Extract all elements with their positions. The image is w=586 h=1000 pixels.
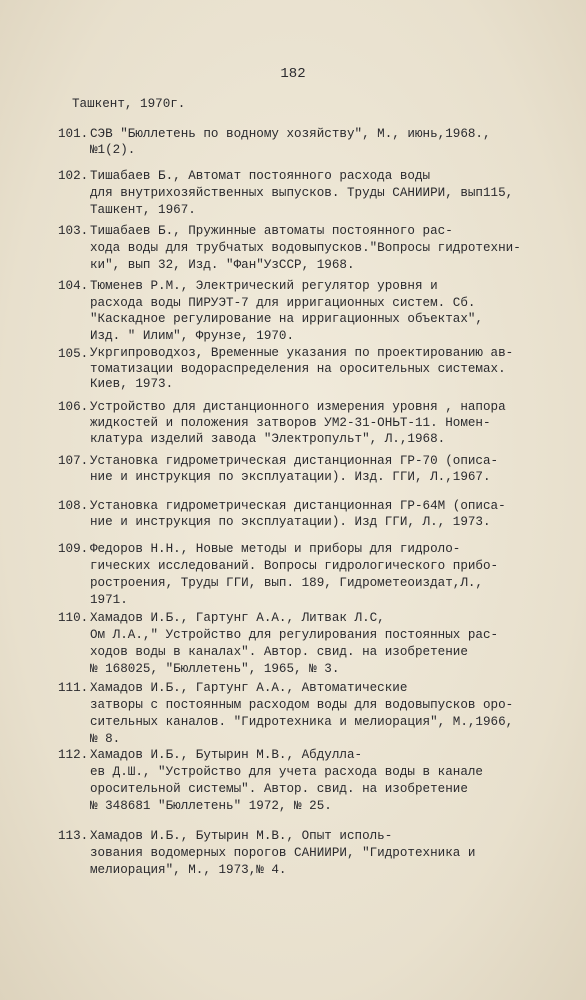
entry-line: Федоров Н.Н., Новые методы и приборы для гидроло- (90, 542, 461, 556)
entry-text (90, 541, 558, 609)
entry-line: № 168025, "Бюллетень", 1965, № 3. (90, 662, 340, 676)
entry-text (90, 126, 558, 158)
entry-line: "Каскадное регулирование на ирригационных объектах", (90, 312, 483, 326)
entry-line: ходов воды в каналах". Автор. свид. на изобретение (90, 645, 468, 659)
entry-line: № 348681 "Бюллетень" 1972, № 25. (90, 799, 332, 813)
entry-line: Укргипроводхоз, Временные указания по проектированию ав- (90, 346, 514, 360)
entry-number: 111. (58, 681, 89, 695)
entry-line: затворы с постоянным расходом воды для водовыпусков оро- (90, 698, 514, 712)
entry-line: мелиорация", М., 1973,№ 4. (90, 863, 287, 877)
entry-line: №1(2). (90, 143, 136, 157)
entry-number: 110. (58, 611, 89, 625)
entry-line: томатизации водораспределения на оросительных системах. (90, 361, 506, 376)
entry-line: сительных каналов. "Гидротехника и мелиорация", М.,1966, (90, 715, 514, 729)
entry-number: 102. (58, 169, 89, 183)
entry-line: Ом Л.А.," Устройство для регулирования постоянных рас- (90, 628, 499, 642)
entry-text (90, 168, 558, 219)
entry-line: зования водомерных порогов САНИИРИ, "Гидротехника и (90, 846, 476, 860)
entry-line: ние и инструкция по эксплуатации). Изд. ГГИ, Л.,1967. (90, 470, 491, 484)
entry-line: Киев, 1973. (90, 377, 174, 391)
entry-line: СЭВ "Бюллетень по водному хозяйству", М., июнь,1968., (90, 127, 491, 141)
entry-line: Тишабаев Б., Автомат постоянного расхода воды (90, 169, 431, 183)
entry-number: 112. (58, 748, 89, 762)
entry-line: Установка гидрометрическая дистанционная ГР-64М (описа- (90, 499, 506, 513)
entry-line: ев Д.Ш., "Устройство для учета расхода воды в канале (90, 765, 483, 779)
entry-number: 109. (58, 542, 89, 556)
entry-text (90, 346, 558, 393)
entry-number: 106. (58, 400, 89, 414)
entry-line: Изд. " Илим", Фрунзе, 1970. (90, 328, 295, 343)
entry-line: Тишабаев Б., Пружинные автоматы постоянного рас- (90, 224, 453, 238)
entry-line: Хамадов И.Б., Гартунг А.А., Автоматические (90, 681, 408, 695)
entry-line: расхода воды ПИРУЭТ-7 для ирригационных систем. Сб. (90, 295, 476, 310)
entry-line: ние и инструкция по эксплуатации). Изд ГГИ, Л., 1973. (90, 515, 491, 529)
entry-text (90, 828, 558, 879)
entry-text (90, 747, 558, 815)
entry-line: Ташкент, 1967. (90, 203, 196, 217)
entry-line: Установка гидрометрическая дистанционная ГР-70 (описа- (90, 454, 499, 468)
entry-line: № 8. (90, 732, 121, 746)
entry-number: 104. (58, 279, 89, 293)
entry-text (90, 399, 558, 447)
entry-line: 1971. (90, 593, 128, 607)
entry-line: Устройство для дистанционного измерения уровня , напора (90, 400, 506, 414)
entry-number: 101. (58, 127, 89, 141)
entry-text (90, 680, 558, 748)
entry-line: для внутрихозяйственных выпусков. Труды САНИИРИ, вып115, (90, 186, 514, 200)
entry-number: 108. (58, 499, 89, 513)
entry-line: хода воды для трубчатых водовыпусков."Вопросы гидротехни- (90, 241, 521, 255)
entry-number: 105. (58, 347, 89, 361)
entry-text (90, 498, 558, 530)
page-number: 182 (280, 66, 306, 82)
entry-line: гических исследований. Вопросы гидрологического прибо- (90, 559, 499, 573)
entry-line: ростроения, Труды ГГИ, вып. 189, Гидрометеоиздат,Л., (90, 576, 483, 590)
entry-number: 103. (58, 224, 89, 238)
entry-line: жидкостей и положения затворов УМ2-31-ОНЬТ-11. Номен- (90, 416, 491, 430)
entry-line: клатура изделий завода "Электропульт", Л.,1968. (90, 432, 446, 446)
entry-line: Хамадов И.Б., Гартунг А.А., Литвак Л.С, (90, 611, 385, 625)
entry-line: оросительной системы". Автор. свид. на изобретение (90, 782, 468, 796)
entry-line: Тюменев Р.М., Электрический регулятор уровня и (90, 279, 438, 293)
entry-line: Хамадов И.Б., Бутырин М.В., Опыт исполь- (90, 829, 393, 843)
entry-text (90, 223, 558, 274)
continuation-line: Ташкент, 1970г. (72, 97, 186, 111)
entry-number: 107. (58, 454, 89, 468)
entry-text (90, 278, 558, 344)
entry-line: Хамадов И.Б., Бутырин М.В., Абдулла- (90, 748, 363, 762)
entry-line: ки", вып 32, Изд. "Фан"УзССР, 1968. (90, 258, 355, 272)
entry-number: 113. (58, 829, 89, 843)
entry-text (90, 453, 558, 485)
entry-text (90, 610, 558, 678)
